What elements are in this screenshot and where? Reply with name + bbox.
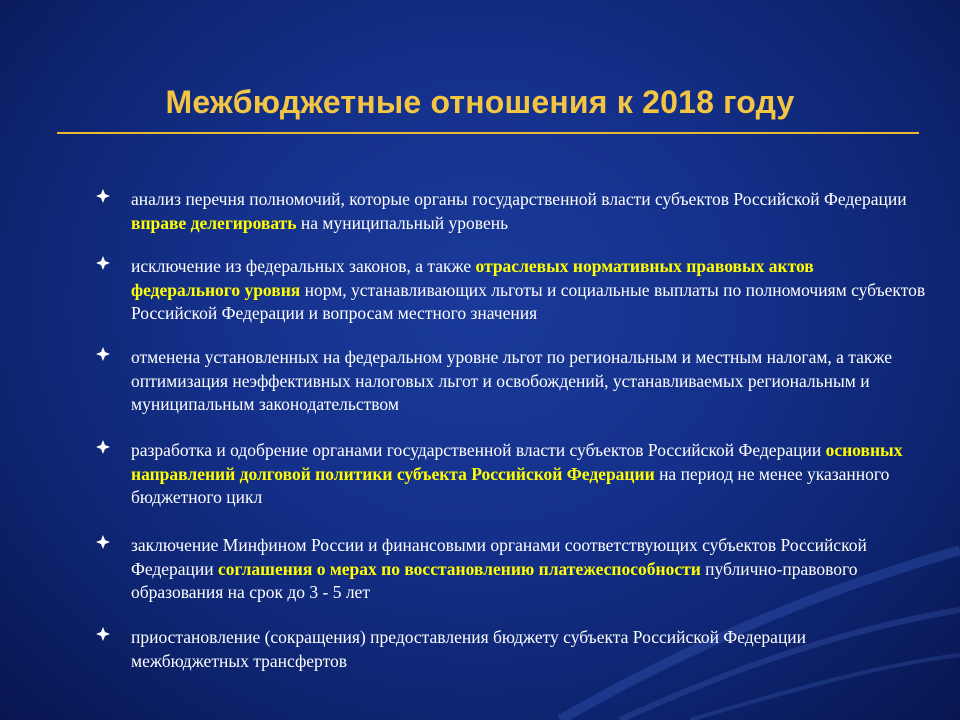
bullet-text: приостановление (сокращения) предоставления бюджету субъекта Российской Федерации межбюджетных трансфертов [131, 627, 807, 671]
bullet-text: заключение Минфином России и финансовыми органами соответствующих субъектов Российской Федерации соглашения о мерах по восстановлению платежеспособности публично-правового образования на срок до 3 - 5 лет [131, 535, 867, 602]
bullet-text: анализ перечня полномочий, которые органы государственной власти субъектов Российской Федерации вправе делегировать на муниципальный уровень [131, 189, 907, 233]
slide-title: Межбюджетные отношения к 2018 году [165, 84, 795, 120]
bullet-item [96, 188, 926, 235]
bullet-item [96, 255, 926, 326]
diamond-bullet-icon [96, 347, 110, 361]
bullet-text: разработка и одобрение органами государственной власти субъектов Российской Федерации основных направлений долговой политики субъекта Российской Федерации на период не менее указанного бюджетного цикл [131, 440, 903, 507]
title-underline [57, 132, 919, 134]
bullet-item [96, 626, 926, 673]
bullet-text: исключение из федеральных законов, а также отраслевых нормативных правовых актов федерального уровня норм, устанавливающих льготы и социальные выплаты по полномочиям субъектов Российской Федерации и вопросам местного значения [131, 256, 926, 323]
diamond-bullet-icon [96, 256, 110, 270]
diamond-bullet-icon [96, 440, 110, 454]
bullet-item [96, 346, 926, 417]
diamond-bullet-icon [96, 535, 110, 549]
bullet-item [96, 534, 926, 605]
diamond-bullet-icon [96, 627, 110, 641]
diamond-bullet-icon [96, 189, 110, 203]
bullet-text: отменена установленных на федеральном уровне льгот по региональным и местным налогам, а также оптимизация неэффективных налоговых льгот и освобождений, устанавливаемых региональным и муниципальным законодательством [131, 347, 893, 414]
bullet-item [96, 439, 926, 510]
